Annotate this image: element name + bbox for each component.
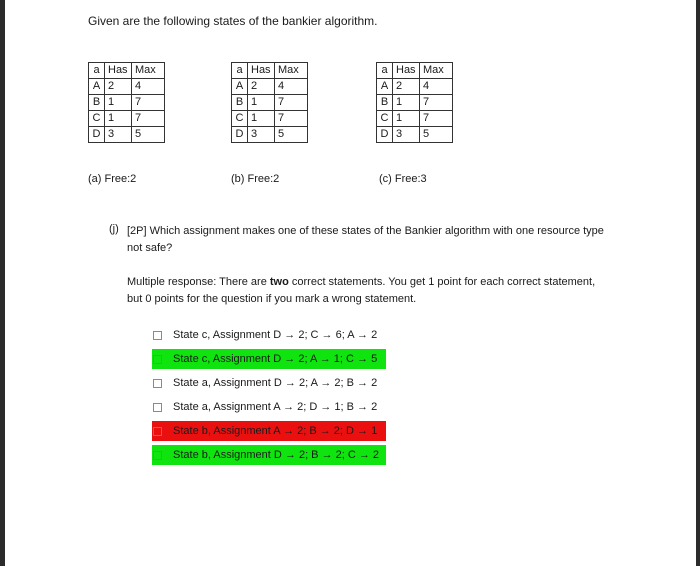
answer-option-label: State a, Assignment D → 2; A → 2; B → 2 [173,377,378,389]
instructions-text-end: correct statements. You get 1 point for each correct statement, but 0 points for the question if you mark a wrong statement. [127,276,596,305]
answer-option-label: State c, Assignment D → 2; A → 1; C → 5 [173,353,378,365]
table-cell: 5 [132,127,165,143]
table-cell: A [377,79,393,95]
table-cell: 1 [248,95,275,111]
answer-option-label: State a, Assignment A → 2; D → 1; B → 2 [173,401,378,413]
table-cell: B [232,95,248,111]
table-header: Max [275,63,308,79]
checkbox-icon[interactable] [153,355,162,364]
table-cell: 7 [275,95,308,111]
question-number: (j) [109,223,119,235]
checkbox-icon[interactable] [153,403,162,412]
table-cell: 4 [420,79,453,95]
answer-option-3[interactable] [152,373,386,393]
table-cell: 3 [248,127,275,143]
table-cell: 7 [132,111,165,127]
table-header: Has [105,63,132,79]
table-cell: 3 [105,127,132,143]
question-text: [2P] Which assignment makes one of these states of the Bankier algorithm with one resource type not safe? [127,225,604,254]
table-cell: 2 [105,79,132,95]
table-header: a [232,63,248,79]
instructions-text-start: Multiple response: There are [127,276,270,288]
table-cell: C [232,111,248,127]
answer-option-5[interactable] [152,421,386,441]
table-cell: 2 [248,79,275,95]
table-cell: D [232,127,248,143]
table-cell: 7 [420,111,453,127]
right-page-edge [696,0,700,566]
table-header: Has [393,63,420,79]
free-label-c: (c) Free:3 [379,173,427,185]
table-cell: B [377,95,393,111]
table-cell: 5 [275,127,308,143]
table-cell: C [89,111,105,127]
table-cell: A [89,79,105,95]
table-header: a [89,63,105,79]
answer-option-4[interactable] [152,397,386,417]
table-cell: 5 [420,127,453,143]
state-table-b [231,62,308,143]
checkbox-icon[interactable] [153,379,162,388]
state-table-c [376,62,453,143]
answer-option-1[interactable] [152,325,386,345]
table-cell: 1 [105,111,132,127]
table-cell: 1 [105,95,132,111]
table-cell: A [232,79,248,95]
left-page-edge [0,0,5,566]
free-label-b: (b) Free:2 [231,173,280,185]
table-cell: B [89,95,105,111]
table-cell: 3 [393,127,420,143]
table-header: Has [248,63,275,79]
table-header: a [377,63,393,79]
answer-option-label: State b, Assignment D → 2; B → 2; C → 2 [173,449,380,461]
multiple-response-instructions [127,274,597,308]
answer-option-label: State b, Assignment A → 2; B → 2; D → 1 [173,425,378,437]
checkbox-icon[interactable] [153,331,162,340]
table-cell: 7 [275,111,308,127]
table-cell: 7 [132,95,165,111]
answer-option-2[interactable] [152,349,386,369]
intro-text: Given are the following states of the bankier algorithm. [88,14,378,28]
instructions-emphasis: two [269,276,289,288]
table-cell: 1 [393,95,420,111]
table-cell: 1 [248,111,275,127]
table-cell: 7 [420,95,453,111]
table-cell: 2 [393,79,420,95]
free-label-a: (a) Free:2 [88,173,137,185]
table-cell: 4 [132,79,165,95]
table-cell: D [377,127,393,143]
state-table-a [88,62,165,143]
table-cell: 4 [275,79,308,95]
checkbox-icon[interactable] [153,451,162,460]
table-cell: 1 [393,111,420,127]
checkbox-icon[interactable] [153,427,162,436]
table-header: Max [420,63,453,79]
answer-option-label: State c, Assignment D → 2; C → 6; A → 2 [173,329,378,341]
table-cell: D [89,127,105,143]
table-cell: C [377,111,393,127]
answer-option-6[interactable] [152,445,386,465]
table-header: Max [132,63,165,79]
